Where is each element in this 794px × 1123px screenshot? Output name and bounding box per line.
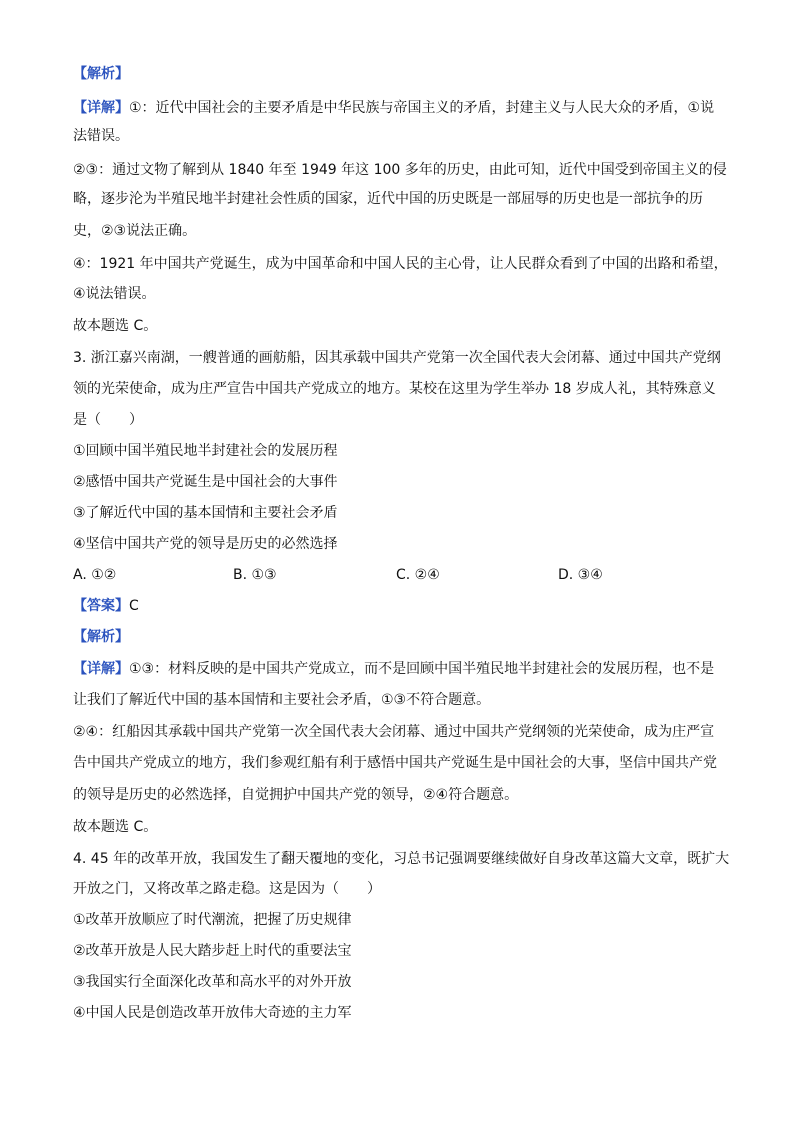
detail-tag: 【详解】: [73, 100, 129, 116]
option-d: D. ③④: [558, 567, 603, 583]
paragraph-line: 告中国共产党成立的地方，我们参观红船有利于感悟中国共产党诞生是中国社会的大事，坚信中国共产党: [73, 755, 717, 771]
analysis-tag: 【解析】: [73, 629, 129, 645]
paragraph-line: 的领导是历史的必然选择，自觉拥护中国共产党的领导，②④符合题意。: [73, 787, 519, 803]
detail-text: ①③：材料反映的是中国共产党成立，而不是回顾中国半殖民地半封建社会的发展历程，也不是: [129, 661, 715, 677]
statement-item: ④坚信中国共产党的领导是历史的必然选择: [73, 536, 338, 552]
statement-item: ④中国人民是创造改革开放伟大奇迹的主力军: [73, 1005, 352, 1021]
detail-line: [73, 98, 714, 118]
question-stem: 开放之门，又将改革之路走稳。这是因为（ ）: [73, 881, 381, 897]
statement-item: ②改革开放是人民大踏步赶上时代的重要法宝: [73, 943, 352, 959]
detail-tag: 【详解】: [73, 661, 129, 677]
option-a: A. ①②: [73, 567, 117, 583]
answer-value: C: [129, 598, 139, 614]
analysis-tag: 【解析】: [73, 66, 129, 82]
paragraph-line: 法错误。: [73, 128, 129, 144]
option-c: C. ②④: [396, 567, 440, 583]
statement-item: ③了解近代中国的基本国情和主要社会矛盾: [73, 505, 338, 521]
question-stem: 是（ ）: [73, 412, 143, 428]
paragraph-line: 让我们了解近代中国的基本国情和主要社会矛盾，①③不符合题意。: [73, 692, 491, 708]
answer-tag: 【答案】: [73, 598, 129, 614]
paragraph-line: ②③：通过文物了解到从 1840 年至 1949 年这 100 多年的历史，由此可知，近代中国受到帝国主义的侵: [73, 162, 727, 178]
question-stem: 3. 浙江嘉兴南湖，一艘普通的画舫船，因其承载中国共产党第一次全国代表大会闭幕、通过中国共产党纲: [73, 350, 721, 366]
paragraph-line: ④：1921 年中国共产党诞生，成为中国革命和中国人民的主心骨，让人民群众看到了中国的出路和希望，: [73, 256, 728, 272]
detail-line: [73, 659, 714, 679]
paragraph-line: 略，逐步沦为半殖民地半封建社会性质的国家，近代中国的历史既是一部屈辱的历史也是一部抗争的历: [73, 191, 703, 207]
paragraph-line: 史，②③说法正确。: [73, 223, 197, 239]
statement-item: ③我国实行全面深化改革和高水平的对外开放: [73, 974, 352, 990]
conclusion-line: 故本题选 C。: [73, 318, 158, 334]
statement-item: ①回顾中国半殖民地半封建社会的发展历程: [73, 443, 338, 459]
statement-item: ①改革开放顺应了时代潮流，把握了历史规律: [73, 912, 352, 928]
answer-line: [73, 596, 139, 616]
paragraph-line: ④说法错误。: [73, 286, 156, 302]
statement-item: ②感悟中国共产党诞生是中国社会的大事件: [73, 474, 338, 490]
question-stem: 4. 45 年的改革开放，我国发生了翻天覆地的变化，习总书记强调要继续做好自身改革这篇大文章，既扩大: [73, 851, 730, 867]
conclusion-line: 故本题选 C。: [73, 819, 158, 835]
detail-text: ①：近代中国社会的主要矛盾是中华民族与帝国主义的矛盾，封建主义与人民大众的矛盾，①说: [129, 100, 715, 116]
paragraph-line: ②④：红船因其承载中国共产党第一次全国代表大会闭幕、通过中国共产党纲领的光荣使命，成为庄严宣: [73, 724, 715, 740]
option-b: B. ①③: [233, 567, 277, 583]
question-stem: 领的光荣使命，成为庄严宣告中国共产党成立的地方。某校在这里为学生举办 18 岁成人礼，其特殊意义: [73, 381, 716, 397]
